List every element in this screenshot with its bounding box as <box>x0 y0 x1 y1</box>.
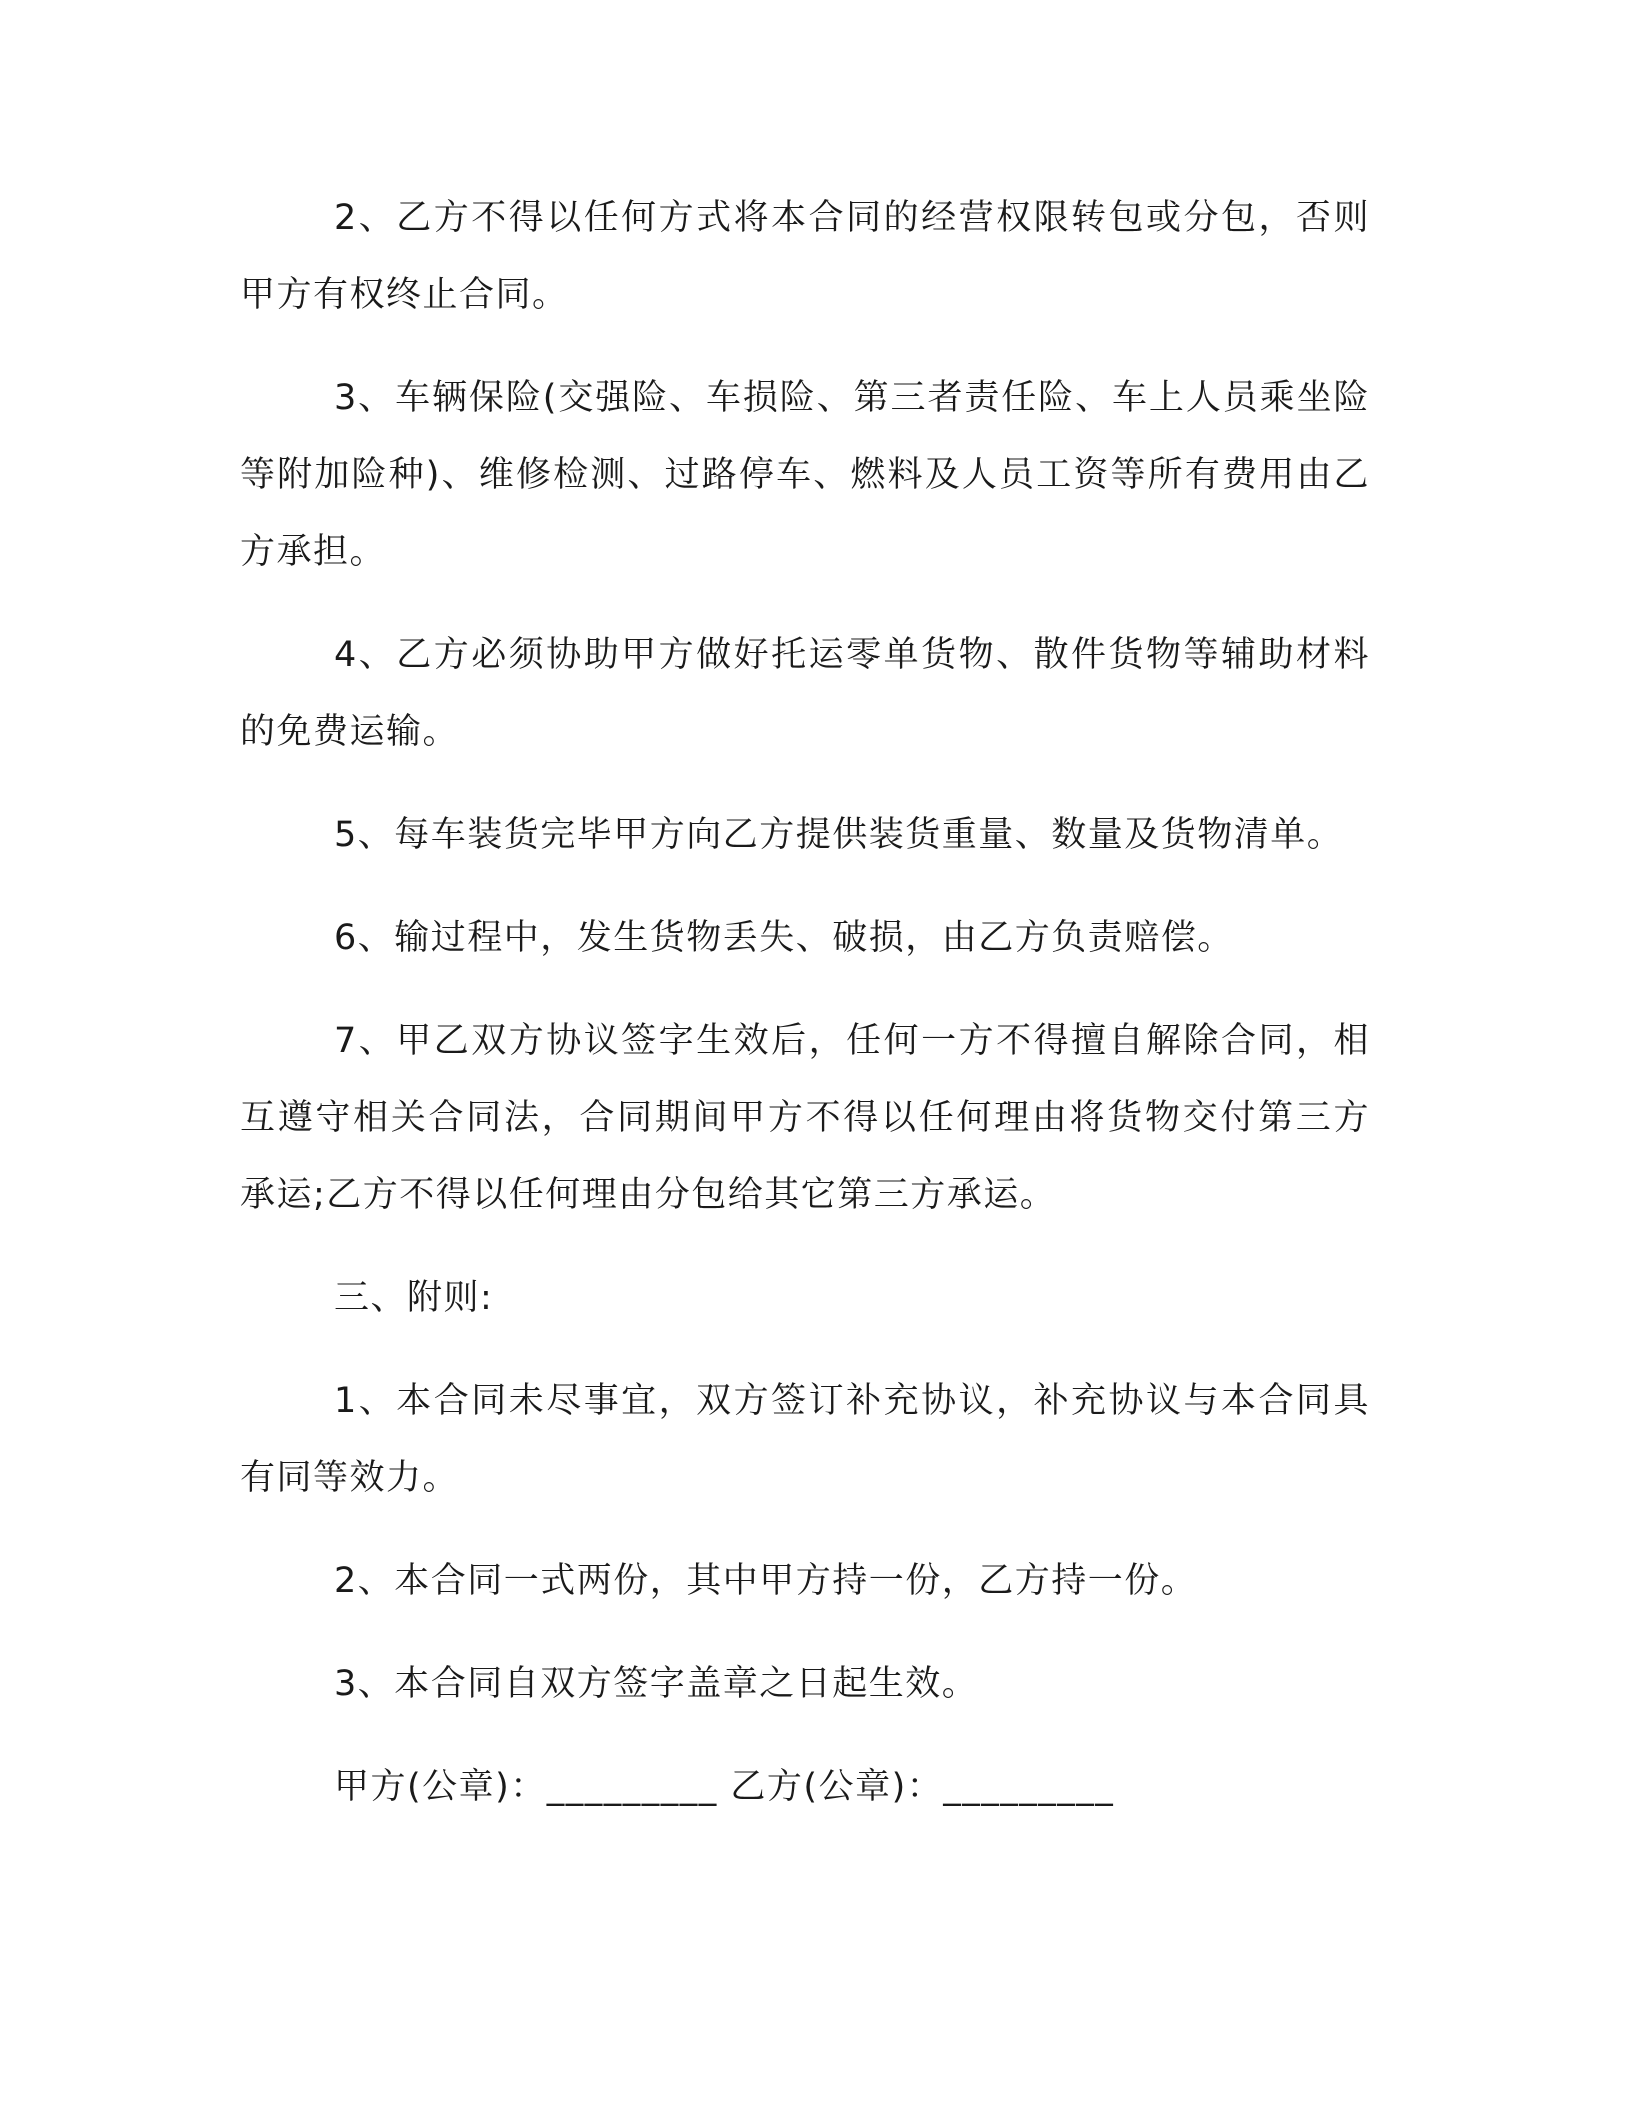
clause-7-termination: 7、甲乙双方协议签字生效后，任何一方不得擅自解除合同，相互遵守相关合同法，合同期间甲方不得以任何理由将货物交付第三方承运;乙方不得以任何理由分包给其它第三方承运。 <box>240 1021 1370 1215</box>
section-heading-appendix: 三、附则: <box>334 1278 494 1318</box>
clause-6-compensation: 6、输过程中，发生货物丢失、破损，由乙方负责赔偿。 <box>334 918 1234 958</box>
appendix-clause-2: 2、本合同一式两份，其中甲方持一份，乙方持一份。 <box>334 1561 1198 1601</box>
clause-4-free-transport: 4、乙方必须协助甲方做好托运零单货物、散件货物等辅助材料的免费运输。 <box>240 635 1370 752</box>
clause-2-subletting: 2、乙方不得以任何方式将本合同的经营权限转包或分包，否则甲方有权终止合同。 <box>240 198 1370 315</box>
signature-line: 甲方(公章)：_________ 乙方(公章)：_________ <box>334 1767 1115 1807</box>
appendix-clause-3: 3、本合同自双方签字盖章之日起生效。 <box>334 1664 979 1704</box>
appendix-clause-1: 1、本合同未尽事宜，双方签订补充协议，补充协议与本合同具有同等效力。 <box>240 1381 1370 1498</box>
clause-3-costs: 3、车辆保险(交强险、车损险、第三者责任险、车上人员乘坐险等附加险种)、维修检测、过路停车、燃料及人员工资等所有费用由乙方承担。 <box>240 378 1370 572</box>
document-body <box>240 180 1370 1826</box>
clause-5-cargo-list: 5、每车装货完毕甲方向乙方提供装货重量、数量及货物清单。 <box>334 815 1344 855</box>
